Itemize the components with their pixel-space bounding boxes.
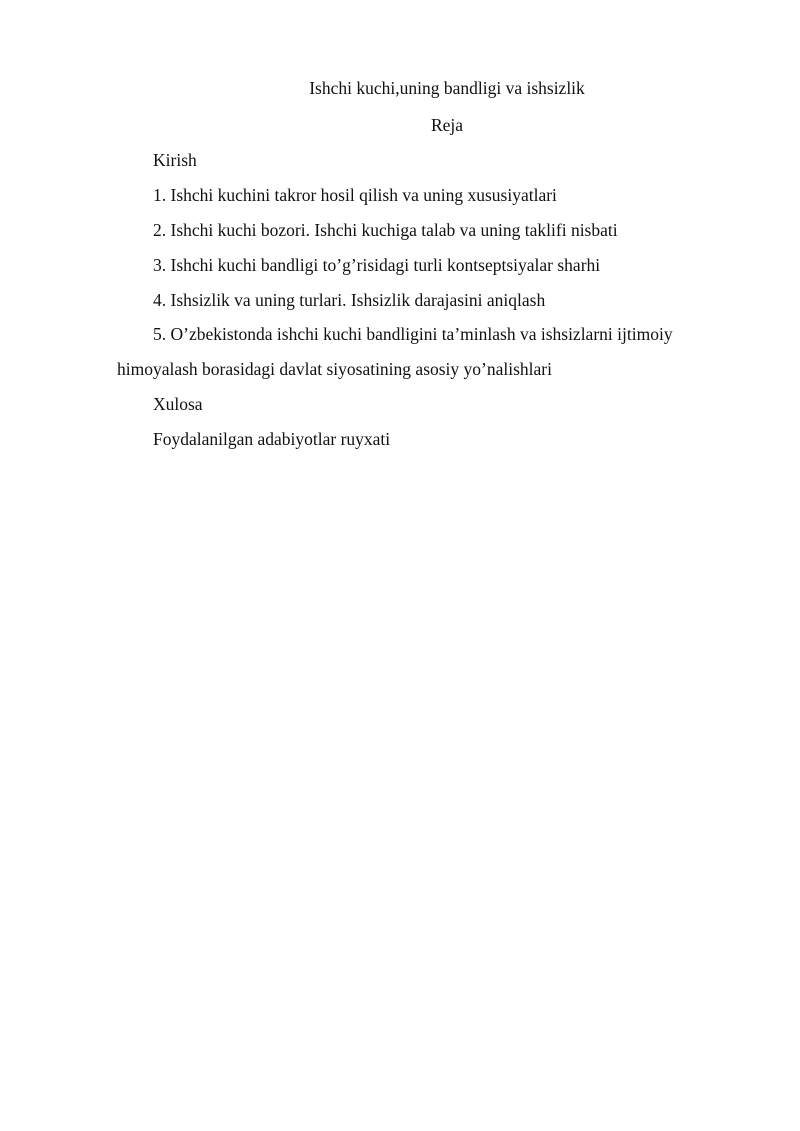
document-title: Ishchi kuchi,uning bandligi va ishsizlik (309, 78, 585, 98)
plan-item-3: 3. Ishchi kuchi bandligi to’g’risidagi turli kontseptsiyalar sharhi (153, 255, 601, 275)
plan-item-5-continuation: himoyalash borasidagi davlat siyosatining asosiy yo’nalishlari (117, 359, 552, 379)
plan-item-conclusion: Xulosa (153, 394, 203, 414)
plan-heading: Reja (430, 115, 464, 135)
plan-item-references: Foydalanilgan adabiyotlar ruyxati (153, 429, 391, 449)
plan-item-2: 2. Ishchi kuchi bozori. Ishchi kuchiga talab va uning taklifi nisbati (153, 220, 618, 240)
plan-item-5: 5. O’zbekistonda ishchi kuchi bandligini ta’minlash va ishsizlarni ijtimoiy (153, 324, 673, 344)
plan-item-introduction: Kirish (153, 150, 197, 170)
plan-item-4: 4. Ishsizlik va uning turlari. Ishsizlik darajasini aniqlash (153, 290, 546, 310)
plan-item-1: 1. Ishchi kuchini takror hosil qilish va uning xususiyatlari (153, 185, 557, 205)
